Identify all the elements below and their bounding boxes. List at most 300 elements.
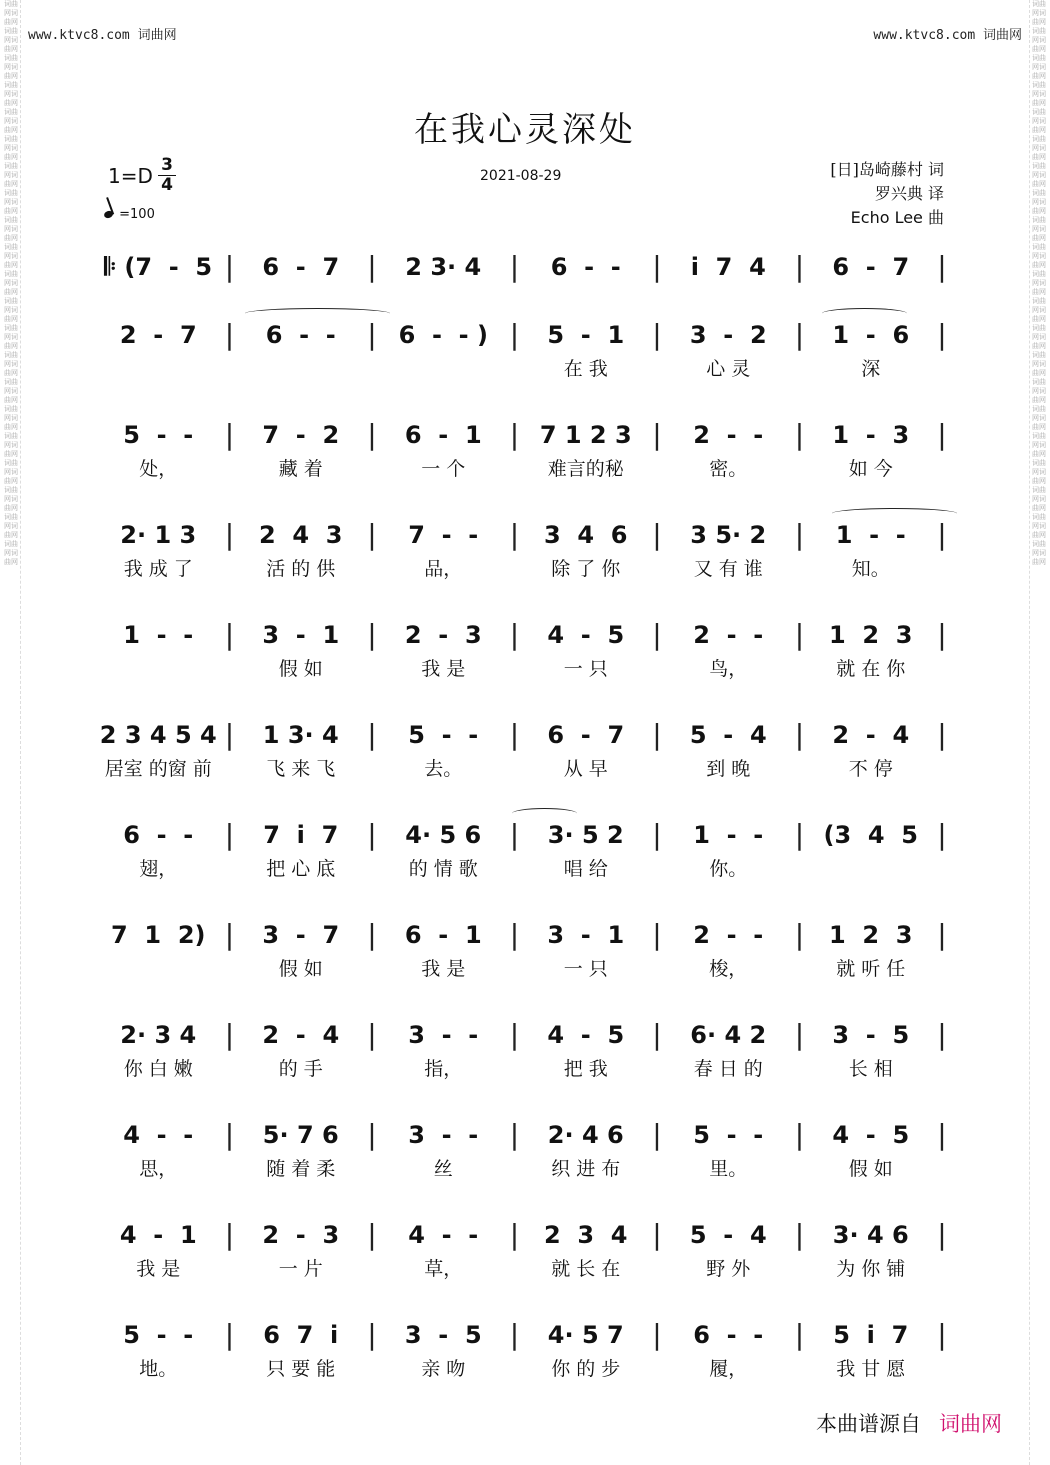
notes-line [97,418,952,452]
notes-line [97,518,952,552]
lyrics-line [97,1056,952,1082]
barline-spacer [362,556,382,582]
measure-notes: 3 5· 2 [690,521,767,549]
barline: | [367,718,377,751]
barline-spacer [647,456,667,482]
barline: | [794,318,805,351]
barline: | [937,918,947,951]
measure-lyrics: 丝 [433,1158,453,1180]
notes-line [97,1218,952,1252]
measure-notes: 2 - 7 [119,321,197,349]
score-row [97,818,952,898]
barline: | [794,1118,805,1151]
barline-spacer [932,356,952,382]
barline: | [794,718,805,751]
measure-lyrics: 就 长 在 [551,1258,621,1280]
notes-line [97,1018,952,1052]
score-row [97,1118,952,1198]
barline: | [367,618,377,651]
measure-lyrics [97,956,220,982]
barline-spacer [647,1056,667,1082]
score-row [97,1018,952,1098]
lyrics-line [97,356,952,382]
slur-mark [832,508,957,519]
barline-spacer [505,456,525,482]
measure-lyrics: 鸟， [709,658,748,680]
measure-notes: 4· 5 7 [547,1321,624,1349]
measure-lyrics: 飞 来 飞 [266,758,336,780]
barline-spacer [647,1356,667,1382]
measure-notes: 4 - - [408,1221,479,1249]
barline-spacer [362,1356,382,1382]
measure-notes: 3 - 7 [262,921,340,949]
barline-spacer [362,856,382,882]
measure-lyrics: 地。 [139,1358,178,1380]
measure-lyrics: 履， [709,1358,748,1380]
barline-spacer [505,856,525,882]
measure-lyrics: 亲 吻 [421,1358,466,1380]
measure-notes: 5 - - [123,1321,194,1349]
measure-lyrics: 知。 [851,558,890,580]
barline: | [509,418,520,451]
measure-lyrics: 假 如 [278,658,323,680]
barline: | [652,1218,662,1251]
barline-spacer [932,856,952,882]
measure-lyrics: 藏 着 [278,458,323,480]
measure-notes: 4 - 1 [119,1221,197,1249]
barline: | [937,618,947,651]
barline: | [652,518,662,551]
barline-spacer [790,1156,810,1182]
barline-spacer [505,356,525,382]
measure-lyrics: 就 听 任 [836,958,906,980]
left-watermark: 词曲网词曲网词曲网词曲网词曲网词曲网词曲网词曲网词曲网词曲网词曲网词曲网词曲网词曲网词曲网词曲网词曲网词曲网词曲网词曲网词曲网词曲网词曲网词曲网词曲网词曲网词曲网词曲网词曲网词曲网词曲网词曲网词曲网词曲网词曲网词曲网词曲网词曲网词曲网词曲网词曲网词曲网 [4,0,18,566]
barline-spacer [932,556,952,582]
measure-lyrics [97,656,220,682]
barline: | [509,1018,520,1051]
barline: | [367,1318,377,1351]
measure-notes: 1 - - [123,621,194,649]
song-title: 在我心灵深处 [414,110,636,150]
barline: | [937,818,947,851]
barline-spacer [220,288,240,314]
measure-notes: 5 - 4 [689,721,767,749]
barline-spacer [220,556,240,582]
barline-spacer [505,1156,525,1182]
measure-notes: i 7 4 [690,253,766,281]
notes-line [97,1118,952,1152]
barline: | [794,918,805,951]
measure-lyrics: 春 日 的 [693,1058,763,1080]
measure-notes: 3· 5 2 [547,821,624,849]
measure-lyrics: 又 有 谁 [693,558,763,580]
barline: | [224,1218,235,1251]
barline: | [509,318,520,351]
measure-notes: 3 - - [408,1021,479,1049]
left-margin-line [20,0,21,1465]
measure-lyrics: 的 情 歌 [408,858,478,880]
barline: | [937,418,947,451]
measure-lyrics: 你 白 嫩 [123,1058,193,1080]
barline: | [652,918,662,951]
barline: | [509,250,520,283]
measure-lyrics: 的 手 [278,1058,323,1080]
barline-spacer [790,756,810,782]
barline-spacer [505,556,525,582]
barline-spacer [647,288,667,314]
measure-notes: 2· 1 3 [120,521,197,549]
barline: | [652,250,662,283]
score-row [97,518,952,598]
barline: | [937,318,947,351]
measure-notes: 1 - - [693,821,764,849]
measure-lyrics: 里。 [709,1158,748,1180]
measure-lyrics: 我 是 [421,658,466,680]
barline: | [652,318,662,351]
measure-notes: 6 - 7 [262,253,340,281]
measure-notes: 7 1 2) [111,921,206,949]
measure-notes: 3 4 6 [543,521,628,549]
measure-notes: 𝄆 (7 - 5 [104,253,213,281]
barline-spacer [220,1156,240,1182]
barline-spacer [790,1356,810,1382]
measure-notes: 5 - - [408,721,479,749]
measure-notes: 6 - 7 [547,721,625,749]
lyrics-line [97,1156,952,1182]
barline: | [367,1218,377,1251]
barline: | [509,1118,520,1151]
notes-line [97,618,952,652]
barline-spacer [362,1156,382,1182]
barline-spacer [932,1356,952,1382]
barline-spacer [790,956,810,982]
time-sig-top: 3 [161,155,173,175]
barline-spacer [647,756,667,782]
barline: | [794,1018,805,1051]
barline-spacer [362,1256,382,1282]
barline: | [937,250,947,283]
barline-spacer [220,356,240,382]
barline: | [224,1318,235,1351]
barline: | [794,818,805,851]
measure-lyrics: 唱 给 [563,858,608,880]
measure-notes: 4 - 5 [547,1021,625,1049]
measure-lyrics: 梭， [709,958,748,980]
barline-spacer [790,288,810,314]
barline-spacer [647,1256,667,1282]
measure-notes: 3 - 2 [689,321,767,349]
barline-spacer [932,1056,952,1082]
footer-site-link[interactable]: 词曲网 [939,1412,1002,1436]
measure-lyrics: 我 成 了 [123,558,193,580]
lyrics-line [97,656,952,682]
lyrics-line [97,1356,952,1382]
right-margin-line [1029,0,1030,1465]
measure-notes: 6 - - [550,253,621,281]
barline-spacer [647,956,667,982]
barline: | [652,418,662,451]
slur-mark [245,308,390,319]
barline: | [367,818,377,851]
measure-notes: 3· 4 6 [832,1221,909,1249]
barline: | [224,1018,235,1051]
barline: | [367,418,377,451]
barline: | [794,250,805,283]
measure-notes: 4· 5 6 [405,821,482,849]
notes-line [97,918,952,952]
composer-credit: Echo Lee 曲 [850,208,944,227]
notes-line [97,718,952,752]
measure-lyrics: 思， [139,1158,178,1180]
measure-lyrics: 去。 [424,758,463,780]
barline: | [224,250,235,283]
score-row [97,1218,952,1298]
barline: | [794,418,805,451]
barline: | [937,1118,947,1151]
barline-spacer [505,1356,525,1382]
barline-spacer [647,556,667,582]
measure-notes: 6 - - [123,821,194,849]
measure-lyrics: 深 [861,358,881,380]
measure-lyrics: 为 你 铺 [836,1258,906,1280]
measure-notes: 6 7 i [263,1321,339,1349]
measure-notes: 2 - 4 [262,1021,340,1049]
measure-notes: 1 - 6 [832,321,910,349]
barline: | [224,318,235,351]
measure-notes: 1 3· 4 [262,721,339,749]
barline-spacer [220,456,240,482]
barline: | [367,1018,377,1051]
score-row [97,718,952,798]
score-row [97,318,952,398]
barline-spacer [505,756,525,782]
measure-notes: 2 - 3 [404,621,482,649]
time-sig-bottom: 4 [158,175,176,195]
measure-notes: 2 - 4 [832,721,910,749]
slur-mark [822,308,907,319]
measure-notes: 2 3· 4 [405,253,482,281]
measure-lyrics [97,356,220,382]
lyricist-credit: [日]岛崎藤村 词 [830,160,944,179]
barline-spacer [790,856,810,882]
measure-notes: 3 - 5 [404,1321,482,1349]
measure-notes: 4 - 5 [832,1121,910,1149]
barline-spacer [790,356,810,382]
measure-notes: 4 - 5 [547,621,625,649]
notes-line [97,1318,952,1352]
score-date: 2021-08-29 [480,168,562,184]
measure-lyrics: 我 甘 愿 [836,1358,906,1380]
measure-notes: 5 - - [123,421,194,449]
measure-lyrics: 我 是 [136,1258,181,1280]
measure-lyrics: 如 今 [848,458,893,480]
measure-notes: 2· 3 4 [120,1021,197,1049]
barline: | [509,818,520,851]
measure-notes: 2 3 4 [543,1221,628,1249]
measure-notes: 6 - 7 [832,253,910,281]
barline: | [652,718,662,751]
measure-lyrics: 织 进 布 [551,1158,621,1180]
slur-mark [512,808,577,819]
measure-lyrics: 把 我 [563,1058,608,1080]
barline: | [509,1318,520,1351]
barline: | [937,1318,947,1351]
barline-spacer [790,1256,810,1282]
barline: | [367,1118,377,1151]
barline: | [224,818,235,851]
measure-notes: 3 - 1 [547,921,625,949]
barline-spacer [220,956,240,982]
measure-lyrics: 到 晚 [706,758,751,780]
measure-lyrics: 居室 的窗 前 [104,758,212,780]
measure-notes: 5 - 1 [547,321,625,349]
measure-notes: 6 - 1 [404,921,482,949]
key-signature: 1=D [108,164,153,188]
measure-lyrics [97,288,220,314]
barline-spacer [932,756,952,782]
measure-lyrics [810,856,933,882]
barline: | [224,518,235,551]
barline: | [224,1118,235,1151]
lyrics-line [97,856,952,882]
notes-line [97,250,952,284]
measure-notes: 7 - 2 [262,421,340,449]
barline: | [224,418,235,451]
measure-notes: 6 - 1 [404,421,482,449]
barline-spacer [220,656,240,682]
measure-notes: 1 2 3 [828,921,913,949]
measure-notes: 5 i 7 [833,1321,909,1349]
barline: | [937,718,947,751]
measure-lyrics: 不 停 [848,758,893,780]
measure-lyrics: 就 在 你 [836,658,906,680]
measure-lyrics: 在 我 [563,358,608,380]
measure-lyrics: 你 的 步 [551,1358,621,1380]
measure-lyrics: 随 着 柔 [266,1158,336,1180]
measure-lyrics: 一 只 [563,958,608,980]
measure-notes: 3 - - [408,1121,479,1149]
barline-spacer [647,1156,667,1182]
barline-spacer [362,956,382,982]
notes-line [97,818,952,852]
score-row [97,1318,952,1398]
barline-spacer [362,756,382,782]
measure-notes: 2 - - [693,621,764,649]
barline: | [652,618,662,651]
barline-spacer [932,456,952,482]
barline-spacer [932,1256,952,1282]
measure-notes: 6 - - ) [398,321,488,349]
measure-lyrics: 品， [424,558,463,580]
measure-lyrics: 一 片 [278,1258,323,1280]
barline: | [224,618,235,651]
barline-spacer [220,1256,240,1282]
barline: | [652,1318,662,1351]
measure-lyrics [240,356,363,382]
barline: | [224,718,235,751]
measure-lyrics: 草， [424,1258,463,1280]
notes-line [97,318,952,352]
measure-notes: 5 - 4 [689,1221,767,1249]
header-site-right[interactable]: www.ktvc8.com 词曲网 [873,28,1022,43]
measure-lyrics: 密。 [709,458,748,480]
barline: | [509,618,520,651]
barline-spacer [932,288,952,314]
barline-spacer [505,656,525,682]
credits [830,158,944,230]
barline: | [652,818,662,851]
footer-source [816,1408,1002,1438]
measure-lyrics: 从 早 [563,758,608,780]
score-row [97,618,952,698]
measure-notes: 3 - 1 [262,621,340,649]
barline-spacer [362,656,382,682]
measure-notes: 1 2 3 [828,621,913,649]
measure-lyrics: 把 心 底 [266,858,336,880]
barline: | [367,250,377,283]
measure-notes: 6· 4 2 [690,1021,767,1049]
header-site-left[interactable]: www.ktvc8.com 词曲网 [28,28,177,43]
measure-lyrics: 假 如 [848,1158,893,1180]
measure-lyrics: 难言的秘 [547,458,624,480]
barline-spacer [932,956,952,982]
score-row [97,418,952,498]
measure-notes: 6 - - [693,1321,764,1349]
measure-lyrics: 处， [139,458,178,480]
barline-spacer [220,756,240,782]
measure-notes: 4 - - [123,1121,194,1149]
measure-lyrics: 我 是 [421,958,466,980]
tempo-value: =100 [119,207,155,222]
measure-notes: 3 - 5 [832,1021,910,1049]
barline-spacer [220,1056,240,1082]
measure-notes: 2 - - [693,921,764,949]
lyrics-line [97,456,952,482]
measure-notes: 1 - - [835,521,906,549]
quarter-note-icon [103,210,114,220]
measure-lyrics [382,356,505,382]
barline-spacer [505,288,525,314]
measure-lyrics: 一 只 [563,658,608,680]
barline-spacer [790,1056,810,1082]
barline-spacer [505,1056,525,1082]
barline: | [509,518,520,551]
measure-notes: 6 - - [265,321,336,349]
measure-notes: 7 1 2 3 [539,421,632,449]
barline: | [509,918,520,951]
barline: | [509,1218,520,1251]
measure-lyrics: 你。 [709,858,748,880]
lyrics-line [97,756,952,782]
measure-notes: 1 - 3 [832,421,910,449]
measure-notes: (3 4 5 [823,821,918,849]
barline: | [937,1018,947,1051]
measure-lyrics: 假 如 [278,958,323,980]
measure-notes: 2· 4 6 [547,1121,624,1149]
measure-lyrics [525,288,648,314]
barline-spacer [790,456,810,482]
measure-lyrics: 活 的 供 [266,558,336,580]
translator-credit: 罗兴典 译 [874,184,944,203]
measure-notes: 5· 7 6 [262,1121,339,1149]
measure-lyrics: 只 要 能 [266,1358,336,1380]
barline-spacer [790,556,810,582]
measure-lyrics: 一 个 [421,458,466,480]
barline: | [937,1218,947,1251]
barline-spacer [362,456,382,482]
tempo-marking [104,207,155,222]
barline: | [367,518,377,551]
